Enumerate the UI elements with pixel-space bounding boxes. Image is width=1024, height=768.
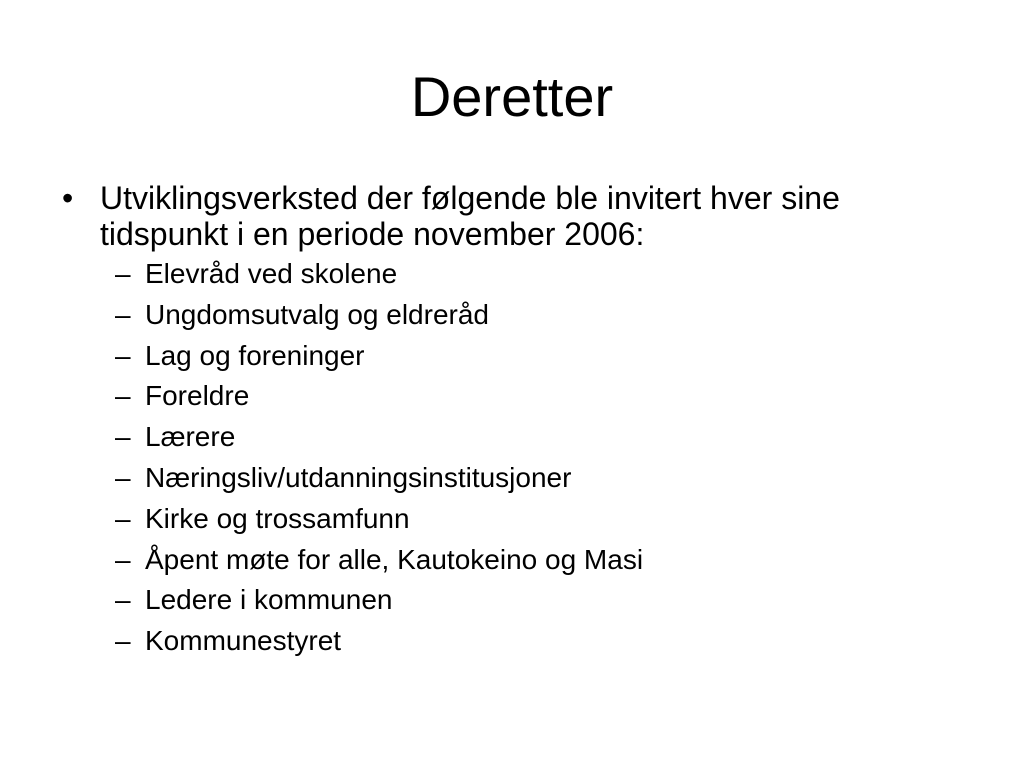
sub-bullet-item (115, 336, 962, 377)
dash-icon: – (115, 421, 131, 453)
sub-bullet-text: Åpent møte for alle, Kautokeino og Masi (145, 543, 644, 575)
sub-bullet-item (115, 458, 962, 499)
sub-bullet-text: Ungdomsutvalg og eldreråd (145, 298, 489, 330)
dash-icon: – (115, 258, 131, 289)
sub-bullet-text: Lærere (145, 421, 236, 453)
sub-bullet-text: Kirke og trossamfunn (145, 502, 410, 534)
sub-bullet-text: Lag og foreninger (145, 339, 365, 371)
dash-icon: – (115, 502, 131, 534)
sub-bullet-text: Næringsliv/utdanningsinstitusjoner (145, 461, 572, 493)
dash-icon: – (115, 543, 131, 575)
dash-icon: – (115, 339, 131, 371)
slide-title: Deretter (410, 65, 614, 128)
dash-icon: – (115, 298, 131, 330)
dash-icon: – (115, 625, 131, 657)
bullet-icon: • (62, 180, 74, 216)
sub-bullet-item (115, 295, 962, 336)
sub-bullet-text: Elevråd ved skolene (145, 258, 398, 289)
sub-bullet-text: Ledere i kommunen (145, 584, 393, 616)
main-bullet-item (62, 180, 962, 662)
dash-icon: – (115, 584, 131, 616)
sub-bullet-item (115, 417, 962, 458)
sub-bullet-item (115, 540, 962, 581)
sub-bullet-text: Foreldre (145, 380, 250, 412)
main-bullet-row (62, 180, 962, 252)
sub-bullet-item (115, 621, 962, 662)
sub-bullet-text: Kommunestyret (145, 625, 342, 657)
sub-bullet-item (115, 580, 962, 621)
sub-bullet-item (115, 254, 962, 295)
main-bullet-text: Utviklingsverksted der følgende ble invitert hver sine tidspunkt i en periode november 2006: (100, 180, 840, 252)
dash-icon: – (115, 461, 131, 493)
dash-icon: – (115, 380, 131, 412)
sub-bullet-list (62, 254, 962, 662)
sub-bullet-item (115, 376, 962, 417)
sub-bullet-item (115, 499, 962, 540)
